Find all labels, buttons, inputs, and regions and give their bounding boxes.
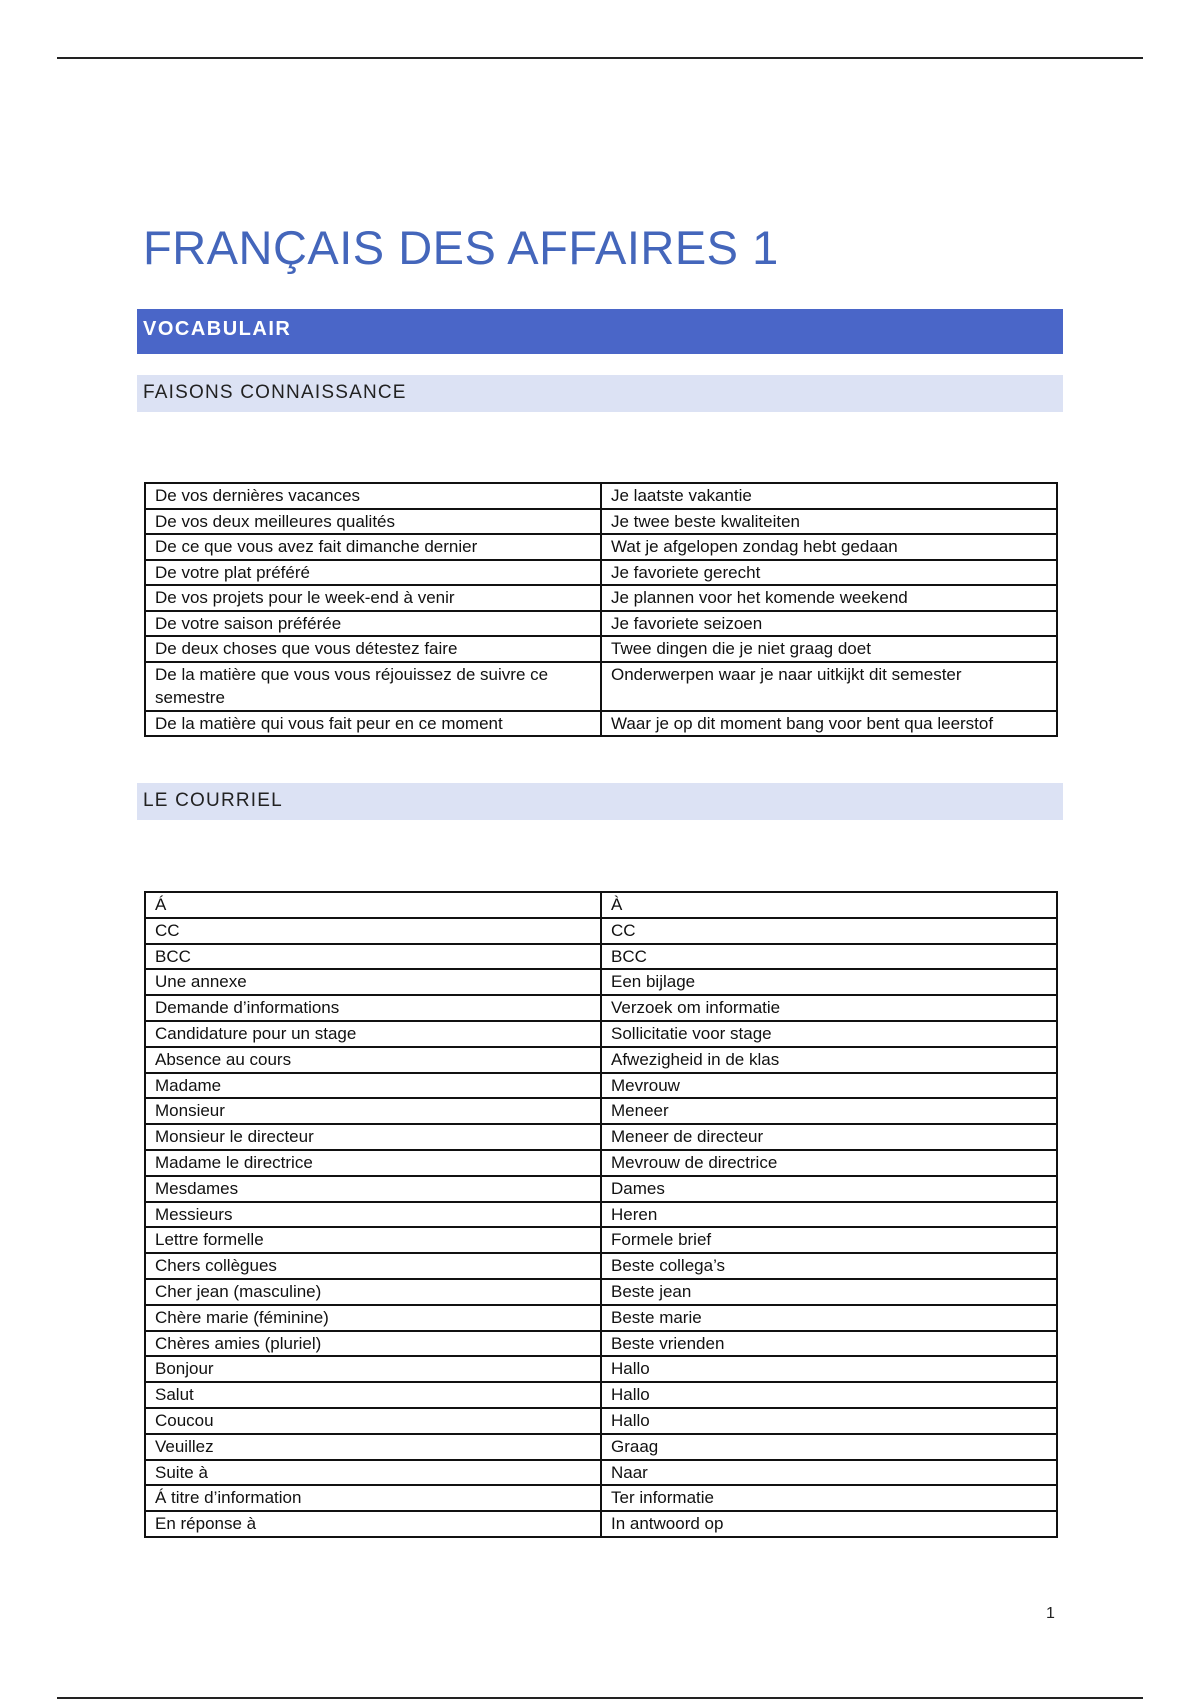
dutch-translation-cell: Twee dingen die je niet graag doet [601,636,1057,662]
table-row [145,1124,1057,1150]
dutch-translation-cell: Ter informatie [601,1485,1057,1511]
dutch-translation-cell: Beste vrienden [601,1331,1057,1357]
table-row [145,1227,1057,1253]
french-term-cell: Monsieur [145,1098,601,1124]
table-row [145,1434,1057,1460]
dutch-translation-cell: Mevrouw [601,1073,1057,1099]
table-row [145,1021,1057,1047]
table-row [145,944,1057,970]
french-term-cell: Chères amies (pluriel) [145,1331,601,1357]
french-term-cell: En réponse à [145,1511,601,1537]
french-term-cell: CC [145,918,601,944]
table-row [145,534,1057,560]
table-row [145,1047,1057,1073]
dutch-translation-cell: Beste marie [601,1305,1057,1331]
dutch-translation-cell: Een bijlage [601,969,1057,995]
french-term-cell: Á titre d’information [145,1485,601,1511]
table-row [145,1098,1057,1124]
french-term-cell: Monsieur le directeur [145,1124,601,1150]
dutch-translation-cell: Beste jean [601,1279,1057,1305]
table-row [145,1176,1057,1202]
table-row [145,1485,1057,1511]
page-number: 1 [1046,1605,1055,1622]
french-term-cell: Cher jean (masculine) [145,1279,601,1305]
french-term-cell: Mesdames [145,1176,601,1202]
dutch-translation-cell: Hallo [601,1408,1057,1434]
table-row [145,918,1057,944]
table-row [145,662,1057,711]
french-term-cell: Suite à [145,1460,601,1486]
document-title: FRANÇAIS DES AFFAIRES 1 [143,221,779,274]
dutch-translation-cell: Je plannen voor het komende weekend [601,585,1057,611]
french-term-cell: De vos dernières vacances [145,483,601,509]
table-row [145,1382,1057,1408]
dutch-translation-cell: Onderwerpen waar je naar uitkijkt dit semester [601,662,1057,711]
dutch-translation-cell: Je favoriete seizoen [601,611,1057,637]
dutch-translation-cell: À [601,892,1057,918]
french-term-cell: Salut [145,1382,601,1408]
table-row [145,483,1057,509]
french-term-cell: Une annexe [145,969,601,995]
table-row [145,1253,1057,1279]
dutch-translation-cell: Je laatste vakantie [601,483,1057,509]
table-row [145,585,1057,611]
dutch-translation-cell: Graag [601,1434,1057,1460]
table-row [145,711,1057,737]
dutch-translation-cell: Je favoriete gerecht [601,560,1057,586]
table-row [145,969,1057,995]
french-term-cell: Messieurs [145,1202,601,1228]
dutch-translation-cell: Hallo [601,1356,1057,1382]
french-term-cell: De la matière que vous vous réjouissez de suivre ce semestre [145,662,601,711]
dutch-translation-cell: Meneer [601,1098,1057,1124]
table-row [145,1356,1057,1382]
dutch-translation-cell: Waar je op dit moment bang voor bent qua leerstof [601,711,1057,737]
table-row [145,1305,1057,1331]
french-term-cell: Á [145,892,601,918]
french-term-cell: Madame [145,1073,601,1099]
dutch-translation-cell: Je twee beste kwaliteiten [601,509,1057,535]
french-term-cell: Madame le directrice [145,1150,601,1176]
table-row [145,636,1057,662]
dutch-translation-cell: Beste collega’s [601,1253,1057,1279]
french-term-cell: De vos projets pour le week-end à venir [145,585,601,611]
french-term-cell: De ce que vous avez fait dimanche dernier [145,534,601,560]
table-row [145,1279,1057,1305]
french-term-cell: BCC [145,944,601,970]
table-row [145,1331,1057,1357]
table-row [145,611,1057,637]
french-term-cell: Lettre formelle [145,1227,601,1253]
french-term-cell: De vos deux meilleures qualités [145,509,601,535]
dutch-translation-cell: Verzoek om informatie [601,995,1057,1021]
dutch-translation-cell: Dames [601,1176,1057,1202]
table-row [145,1408,1057,1434]
dutch-translation-cell: In antwoord op [601,1511,1057,1537]
french-term-cell: Demande d’informations [145,995,601,1021]
dutch-translation-cell: Mevrouw de directrice [601,1150,1057,1176]
dutch-translation-cell: CC [601,918,1057,944]
table-row [145,1150,1057,1176]
dutch-translation-cell: Meneer de directeur [601,1124,1057,1150]
french-term-cell: De deux choses que vous détestez faire [145,636,601,662]
dutch-translation-cell: Hallo [601,1382,1057,1408]
section-heading-faisons-connaissance: FAISONS CONNAISSANCE [137,375,1063,412]
dutch-translation-cell: BCC [601,944,1057,970]
french-term-cell: De la matière qui vous fait peur en ce moment [145,711,601,737]
dutch-translation-cell: Afwezigheid in de klas [601,1047,1057,1073]
page-top-rule [57,57,1143,59]
table-row [145,892,1057,918]
dutch-translation-cell: Naar [601,1460,1057,1486]
table-row [145,560,1057,586]
faisons-connaissance-table [144,482,1058,737]
table-row [145,1460,1057,1486]
table-row [145,995,1057,1021]
french-term-cell: Coucou [145,1408,601,1434]
dutch-translation-cell: Formele brief [601,1227,1057,1253]
french-term-cell: Candidature pour un stage [145,1021,601,1047]
french-term-cell: Chers collègues [145,1253,601,1279]
table-row [145,1073,1057,1099]
section-heading-vocabulair: VOCABULAIR [137,309,1063,354]
dutch-translation-cell: Sollicitatie voor stage [601,1021,1057,1047]
section-heading-le-courriel: LE COURRIEL [137,783,1063,820]
dutch-translation-cell: Heren [601,1202,1057,1228]
french-term-cell: Chère marie (féminine) [145,1305,601,1331]
french-term-cell: Absence au cours [145,1047,601,1073]
table-row [145,509,1057,535]
dutch-translation-cell: Wat je afgelopen zondag hebt gedaan [601,534,1057,560]
french-term-cell: De votre saison préférée [145,611,601,637]
table-row [145,1202,1057,1228]
le-courriel-table [144,891,1058,1538]
page-bottom-rule [57,1697,1143,1699]
french-term-cell: Bonjour [145,1356,601,1382]
french-term-cell: Veuillez [145,1434,601,1460]
table-row [145,1511,1057,1537]
french-term-cell: De votre plat préféré [145,560,601,586]
